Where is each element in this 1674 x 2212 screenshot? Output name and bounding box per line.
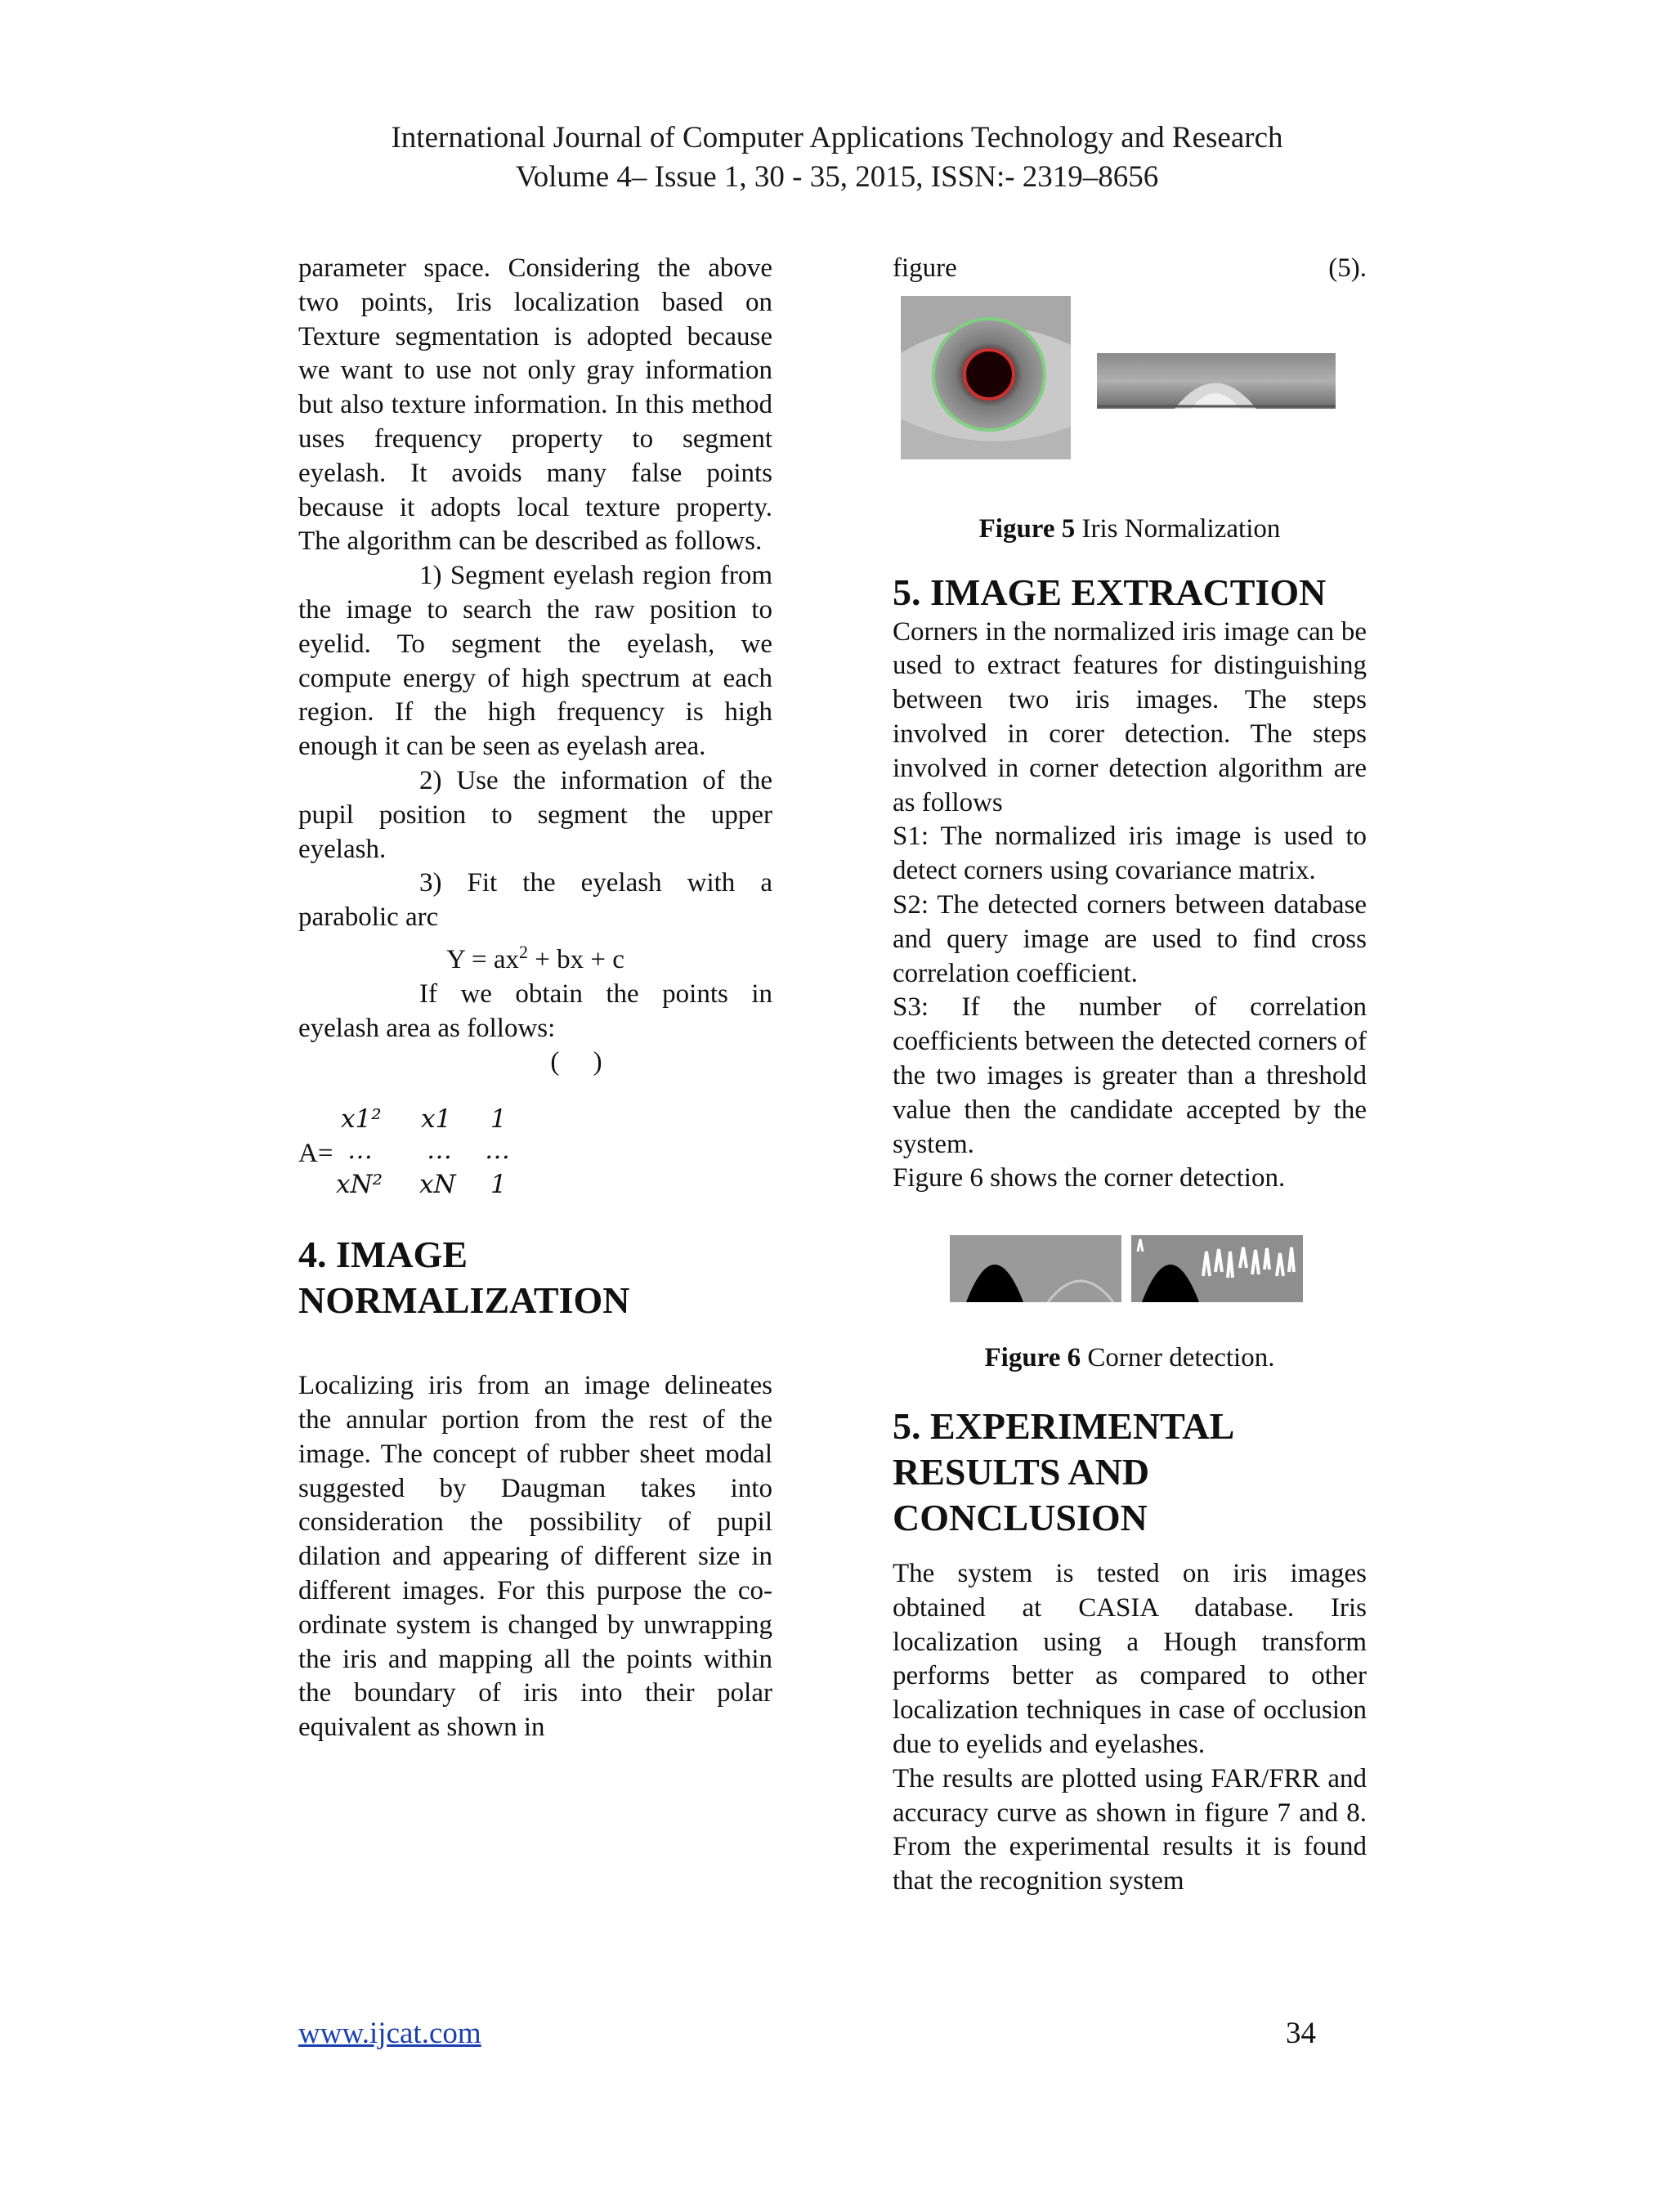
section-5b-paragraph-2: The results are plotted using FAR/FRR and accuracy curve as shown in figure 7 and 8. From the experimental results it is found that the recognition system [893,1763,1367,1896]
corner-image-right [1131,1235,1303,1302]
step-s3: S3: If the number of correlation coefficients between the detected corners of the two images is greater than a threshold value then the candidate accepted by the system. [893,992,1367,1159]
step-s2: S2: The detected corners between database and query image are used to find cross correlation coefficient. [893,889,1367,988]
figure-5-svg [893,296,1367,468]
figure-5-images [893,296,1367,472]
normalized-iris-strip [1097,353,1336,409]
section-5b-paragraph-1: The system is tested on iris images obtained at CASIA database. Iris localization using a Hough transform performs better as compared to other localization techniques in case of occlusion due to eyelids and eyelashes. [893,1558,1367,1759]
matrix-label: A= [298,1139,333,1169]
matrix-cell: … [347,1135,373,1166]
matrix-cell: 1 [490,1170,507,1200]
section-4-paragraph: Localizing iris from an image delineates the annular portion from the rest of the image. The concept of rubber sheet modal suggested by Daugman takes into consideration the possibility of pupil dilation and appearing of different size in different images. For this purpose the co-ordinate system is changed by unwrapping the iris and mapping all the points within the boundary of iris into their polar equivalent as shown in [298,1371,772,1743]
section-5-heading: 5. IMAGE EXTRACTION [893,571,1327,613]
empty-parentheses: ( ) [550,1047,602,1077]
page-number: 34 [1286,2017,1316,2050]
step-2: 2) Use the information of the pupil position to segment the upper eyelash. [298,765,772,864]
parabola-equation: $Y = ax^2$ + bx + c [446,941,624,974]
matrix-a [298,1096,772,1202]
section-5-paragraph: Corners in the normalized iris image can be used to extract features for distinguishing between two iris images. The steps involved in corer detection. The steps involved in corner detection algorithm are as follows [893,616,1367,817]
left-column [298,252,772,1745]
figure-5-caption: Figure 5 Iris Normalization [978,513,1281,544]
points-paragraph: If we obtain the points in eyelash area as follows: [298,978,772,1043]
step-3: 3) Fit the eyelash with a parabolic arc [298,868,772,933]
step-s1: S1: The normalized iris image is used to detect corners using covariance matrix. [893,822,1367,886]
matrix-cell: x1 [421,1104,452,1135]
figure-6-reference: Figure 6 shows the corner detection. [893,1163,1286,1193]
corner-image-left [950,1235,1121,1302]
page-footer [298,2016,1316,2051]
journal-title: International Journal of Computer Applications Technology and Research [391,121,1283,154]
journal-header [0,119,1674,197]
matrix-cell: … [427,1135,452,1166]
matrix-cell: … [485,1135,510,1166]
figure-6-images [893,1227,1367,1317]
section-5b-heading: 5. EXPERIMENTAL RESULTS AND CONCLUSION [893,1404,1233,1538]
paragraph-texture-segmentation: parameter space. Considering the above two points, Iris localization based on Texture segmentation is adopted because we want to use not only gray information but also texture information. In this method uses frequency property to segment eyelash. It avoids many false points because it adopts local texture property. The algorithm can be described as follows. [298,253,772,557]
step-1: 1) Segment eyelash region from the image to search the raw position to eyelid. To segment the eyelash, we compute energy of high spectrum at each region. If the high frequency is high enough it can be seen as eyelash area. [298,561,772,762]
journal-url-link[interactable]: www.ijcat.com [298,2017,481,2050]
figure-6-svg [893,1227,1367,1309]
matrix-cell: 1 [490,1104,507,1135]
section-4-heading: 4. IMAGE NORMALIZATION [298,1234,630,1322]
right-column [893,252,1367,1899]
matrix-cell: xN [419,1170,456,1200]
figure-reference: figure (5). [893,253,1367,283]
eye-image [901,296,1071,459]
matrix-cell: xN² [336,1170,383,1200]
matrix-cell: x1² [341,1104,382,1135]
figure-6-caption: Figure 6 Corner detection. [984,1343,1275,1373]
journal-volume: Volume 4– Issue 1, 30 - 35, 2015, ISSN:- 2319–8656 [515,160,1159,194]
